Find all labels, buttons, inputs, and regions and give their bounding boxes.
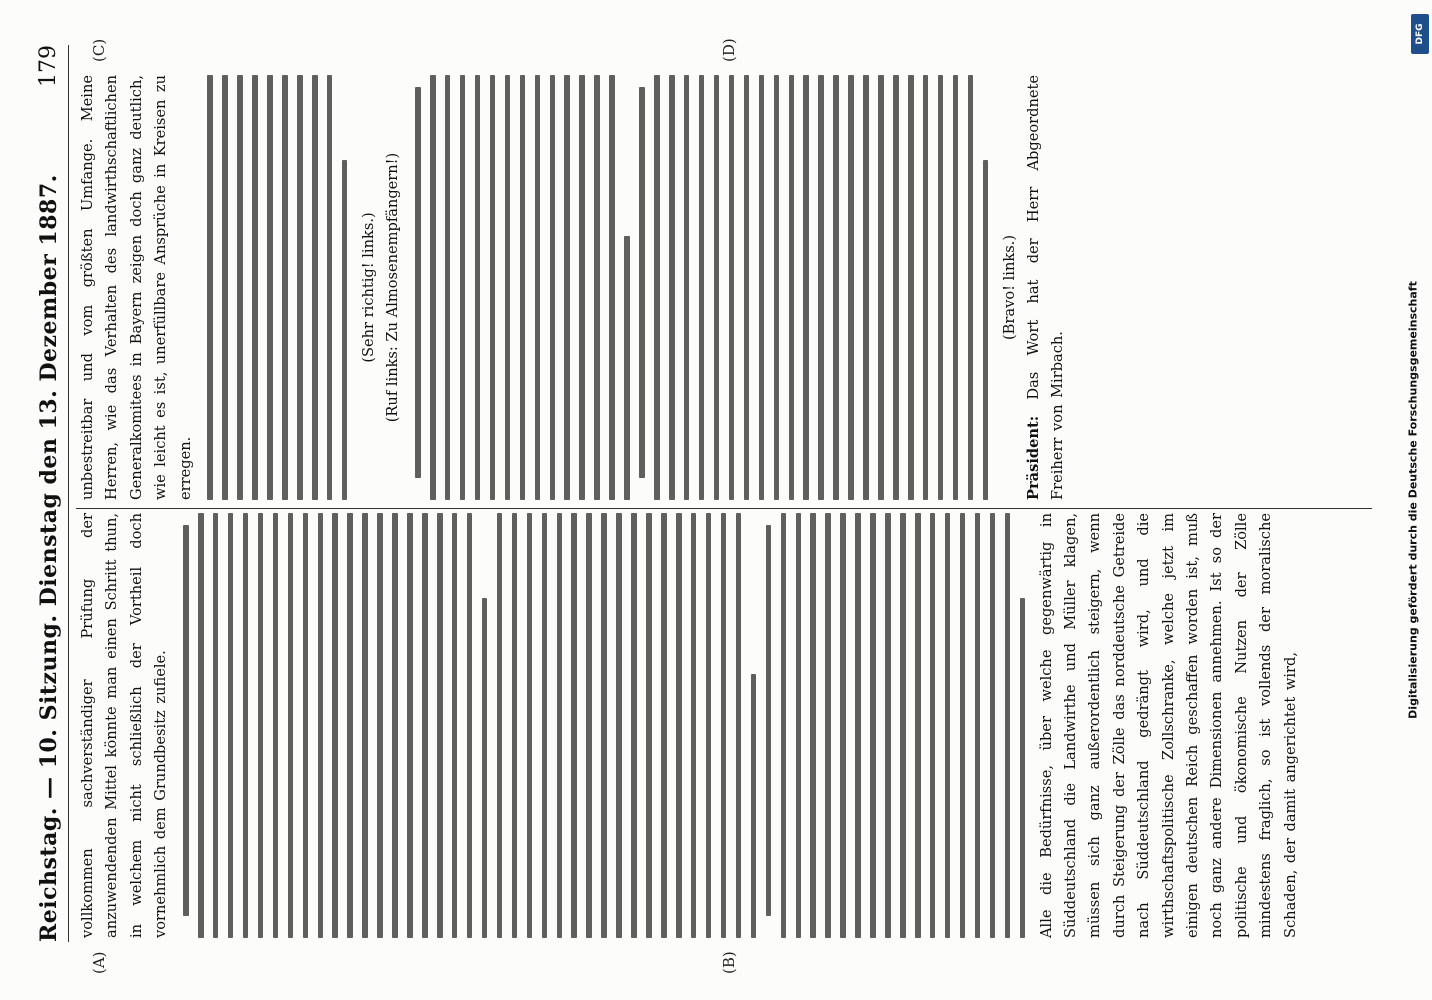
speaker-label: Präsident: — [1025, 415, 1043, 500]
digitization-credit — [1402, 0, 1424, 1000]
illegible-paragraph — [497, 513, 756, 938]
margin-mark-b: (B) — [720, 951, 738, 974]
interjection: (Ruf links: Zu Almosenempfängern!) — [384, 152, 402, 423]
left-column — [76, 513, 1372, 938]
margin-mark-d: (D) — [720, 38, 738, 62]
illegible-paragraph — [766, 513, 1025, 938]
page-number: 179 — [36, 45, 61, 87]
illegible-paragraph — [207, 75, 347, 500]
illegible-paragraph — [415, 75, 630, 500]
page-title: Reichstag. — 10. Sitzung. Dienstag den 13. Dezember 1887. — [36, 174, 62, 942]
illegible-paragraph — [639, 75, 988, 500]
interjection: (Sehr richtig! links.) — [359, 212, 377, 363]
column-divider — [76, 508, 1372, 509]
margin-mark-a: (A) — [90, 951, 108, 974]
illegible-paragraph — [183, 513, 487, 938]
paragraph: vollkommen sachverständiger Prüfung der anzuwendenden Mittel könnte man einen Schritt thun, in welchem nicht schließlich der Vortheil doch vornehmlich dem Grundbesitz zufiele. — [79, 513, 170, 938]
margin-mark-c: (C) — [90, 38, 108, 62]
dfg-logo-text: DFG — [1415, 23, 1425, 45]
page-header — [28, 45, 68, 942]
paragraph: unbestreitbar und vom größten Umfange. Meine Herren, wie das Verhalten des landwirthschaftlichen Generalkomitees in Bayern zeigen doch ganz deutlich, wie leicht es ist, unerfüllbare Ansprüche in Kreisen zu erregen. — [79, 75, 194, 500]
paragraph: Alle die Bedürfnisse, über welche gegenwärtig in Süddeutschland die Landwirthe und Müller klagen, müssen sich ganz außerordentlich steigern, wenn durch Steigerung der Zölle das norddeutsche Getreide nach Süddeutschland gedrängt wird, und die wirthschaftspolitische Zollschranke, welche jetzt im einigen deutschen Reich geschaffen worden ist, muß noch ganz andere Dimensionen annehmen. Ist so der politische und ökonomische Nutzen der Zölle mindestens fraglich, so ist vollends der moralische Schaden, der damit angerichtet wird, — [1037, 513, 1299, 938]
dfg-logo — [1411, 14, 1429, 54]
credit-text: Digitalisierung gefördert durch die Deutsche Forschungsgemeinschaft — [1406, 281, 1420, 719]
interjection: (Bravo! links.) — [1000, 234, 1018, 341]
header-rule — [68, 45, 69, 942]
president-paragraph — [1022, 75, 1071, 500]
speaker-text: Das Wort hat der Herr Abgeordnete Freiherr von Mirbach. — [1025, 75, 1067, 500]
right-column — [76, 75, 1372, 500]
